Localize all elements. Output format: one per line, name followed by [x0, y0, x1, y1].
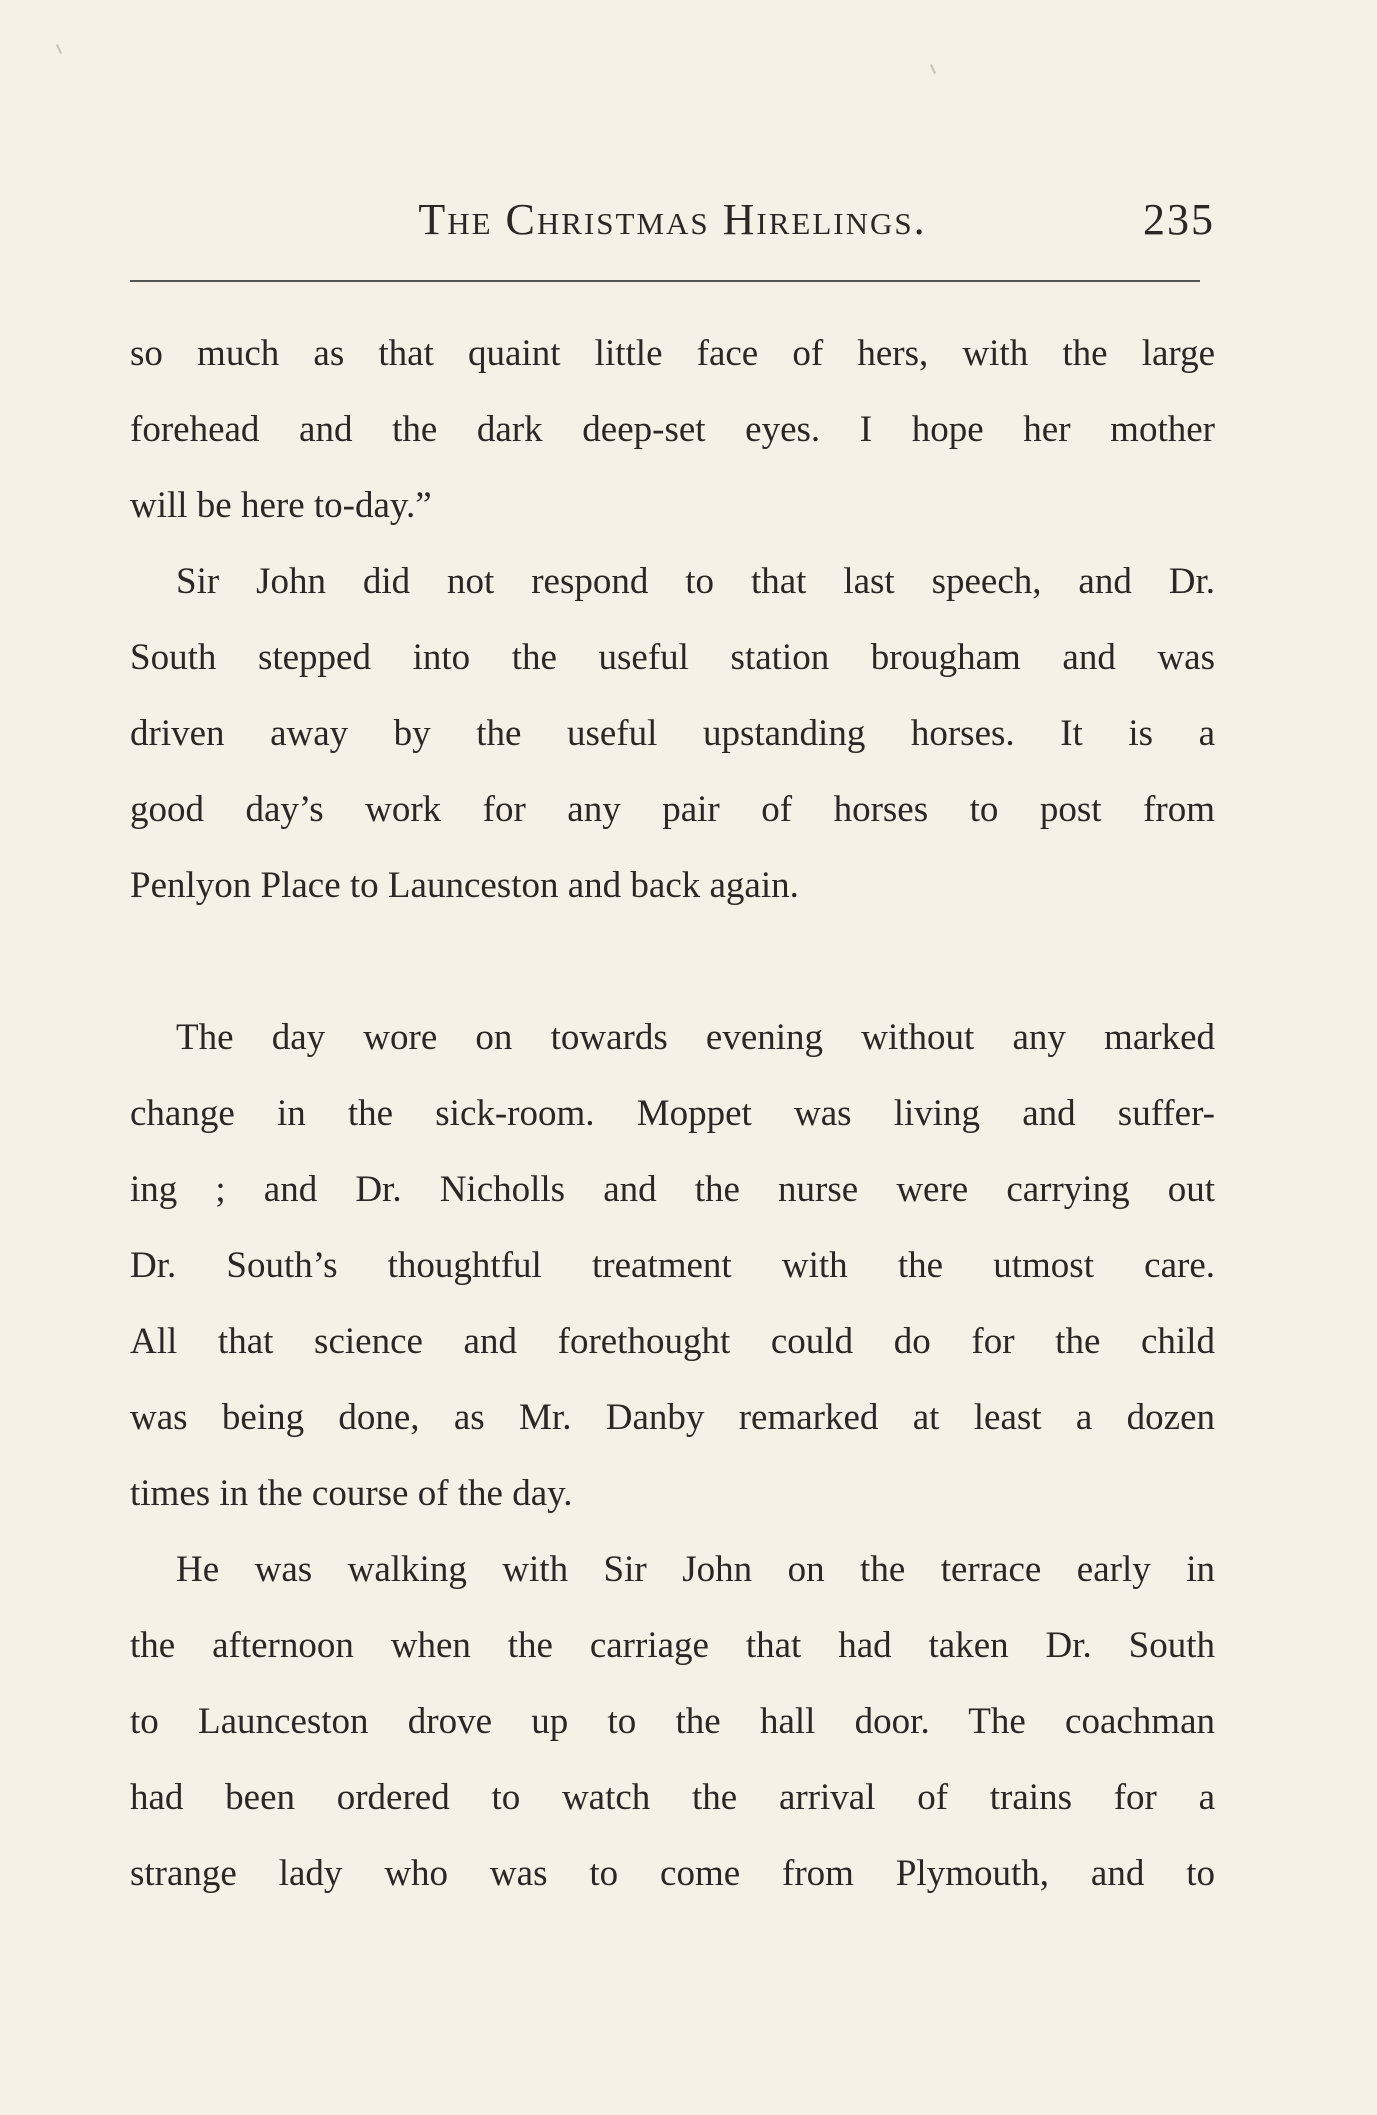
text-line: so much as that quaint little face of hers, with the large	[130, 333, 1215, 374]
text-line: will be here to-day.”	[130, 485, 432, 526]
text-line: change in the sick-room. Moppet was living and suffer-	[130, 1093, 1215, 1134]
running-title: The Christmas Hirelings.	[418, 195, 927, 244]
text-line: ing ; and Dr. Nicholls and the nurse were carrying out	[130, 1169, 1215, 1210]
section-break	[130, 924, 1215, 1000]
body-text	[130, 316, 1215, 1912]
header-rule	[130, 280, 1200, 282]
paragraph	[130, 1532, 1215, 1912]
text-line: strange lady who was to come from Plymouth, and to	[130, 1853, 1215, 1894]
text-line: forehead and the dark deep-set eyes. I hope her mother	[130, 409, 1215, 450]
page-number: 235	[1143, 195, 1215, 244]
text-line: was being done, as Mr. Danby remarked at least a dozen	[130, 1397, 1215, 1438]
text-line: driven away by the useful upstanding horses. It is a	[130, 713, 1215, 754]
text-line: Sir John did not respond to that last speech, and Dr.	[176, 561, 1215, 602]
text-line: times in the course of the day.	[130, 1473, 573, 1514]
text-line: Penlyon Place to Launceston and back again.	[130, 865, 799, 906]
paragraph	[130, 544, 1215, 924]
text-line: All that science and forethought could do for the child	[130, 1321, 1215, 1362]
text-line: He was walking with Sir John on the terrace early in	[176, 1549, 1215, 1590]
paragraph	[130, 1000, 1215, 1532]
paper-speck	[56, 44, 62, 54]
text-line: the afternoon when the carriage that had taken Dr. South	[130, 1625, 1215, 1666]
text-line: good day’s work for any pair of horses to post from	[130, 789, 1215, 830]
text-line: The day wore on towards evening without any marked	[176, 1017, 1215, 1058]
page-header	[130, 190, 1215, 250]
text-line: to Launceston drove up to the hall door. The coachman	[130, 1701, 1215, 1742]
text-line: Dr. South’s thoughtful treatment with the utmost care.	[130, 1245, 1215, 1286]
text-line: South stepped into the useful station brougham and was	[130, 637, 1215, 678]
text-line: had been ordered to watch the arrival of trains for a	[130, 1777, 1215, 1818]
paragraph	[130, 316, 1215, 544]
paper-speck	[930, 64, 936, 74]
